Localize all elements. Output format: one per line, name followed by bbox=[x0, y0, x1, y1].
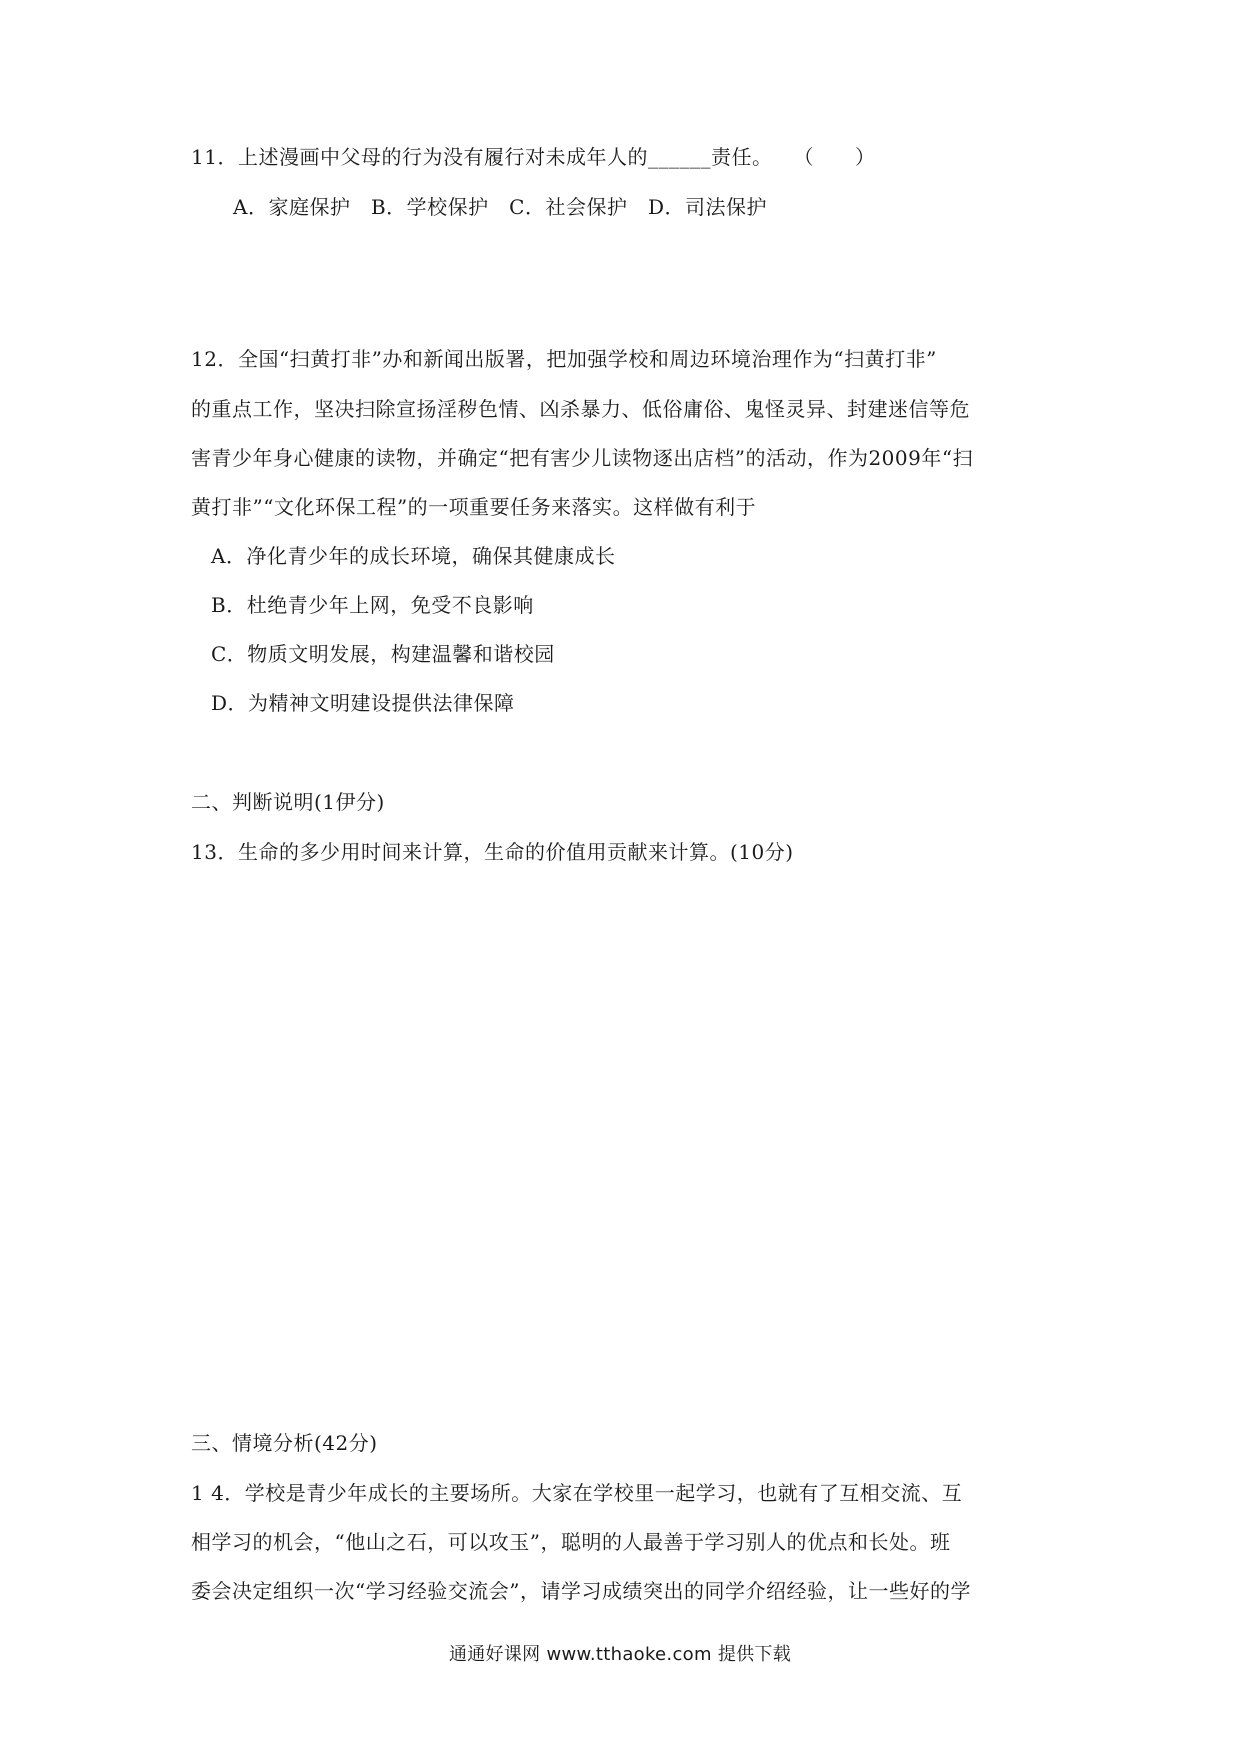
question-12-option-d: D．为精神文明建设提供法律保障 bbox=[211, 691, 515, 715]
question-12-line-2: 的重点工作，坚决扫除宣扬淫秽色情、凶杀暴力、低俗庸俗、鬼怪灵异、封建迷信等危 bbox=[191, 397, 970, 421]
question-12-option-a: A．净化青少年的成长环境，确保其健康成长 bbox=[211, 544, 616, 568]
question-11-options: A．家庭保护 B．学校保护 C．社会保护 D．司法保护 bbox=[233, 195, 767, 219]
question-14-line-2: 相学习的机会，“他山之石，可以攻玉”，聪明的人最善于学习别人的优点和长处。班 bbox=[191, 1530, 951, 1554]
question-12-line-3: 害青少年身心健康的读物，并确定“把有害少儿读物逐出店档”的活动，作为2009年“扫 bbox=[191, 446, 974, 470]
question-12-option-c: C．物质文明发展，构建温馨和谐校园 bbox=[211, 642, 555, 666]
section-3-heading: 三、情境分析(42分) bbox=[191, 1431, 378, 1455]
question-11-stem: 11．上述漫画中父母的行为没有履行对未成年人的______责任。 （ ） bbox=[191, 145, 876, 169]
question-12-option-b: B．杜绝青少年上网，免受不良影响 bbox=[211, 593, 534, 617]
question-14-line-1: 1 4．学校是青少年成长的主要场所。大家在学校里一起学习，也就有了互相交流、互 bbox=[191, 1481, 963, 1505]
question-12-line-1: 12．全国“扫黄打非”办和新闻出版署，把加强学校和周边环境治理作为“扫黄打非” bbox=[191, 347, 937, 371]
question-12-line-4: 黄打非”“文化环保工程”的一项重要任务来落实。这样做有利于 bbox=[191, 495, 757, 519]
section-2-heading: 二、判断说明(1伊分) bbox=[191, 790, 385, 814]
page-footer: 通通好课网 www.tthaoke.com 提供下载 bbox=[448, 1644, 792, 1665]
question-14-line-3: 委会决定组织一次“学习经验交流会”，请学习成绩突出的同学介绍经验，让一些好的学 bbox=[191, 1579, 971, 1603]
question-13: 13．生命的多少用时间来计算，生命的价值用贡献来计算。(10分) bbox=[191, 840, 794, 864]
